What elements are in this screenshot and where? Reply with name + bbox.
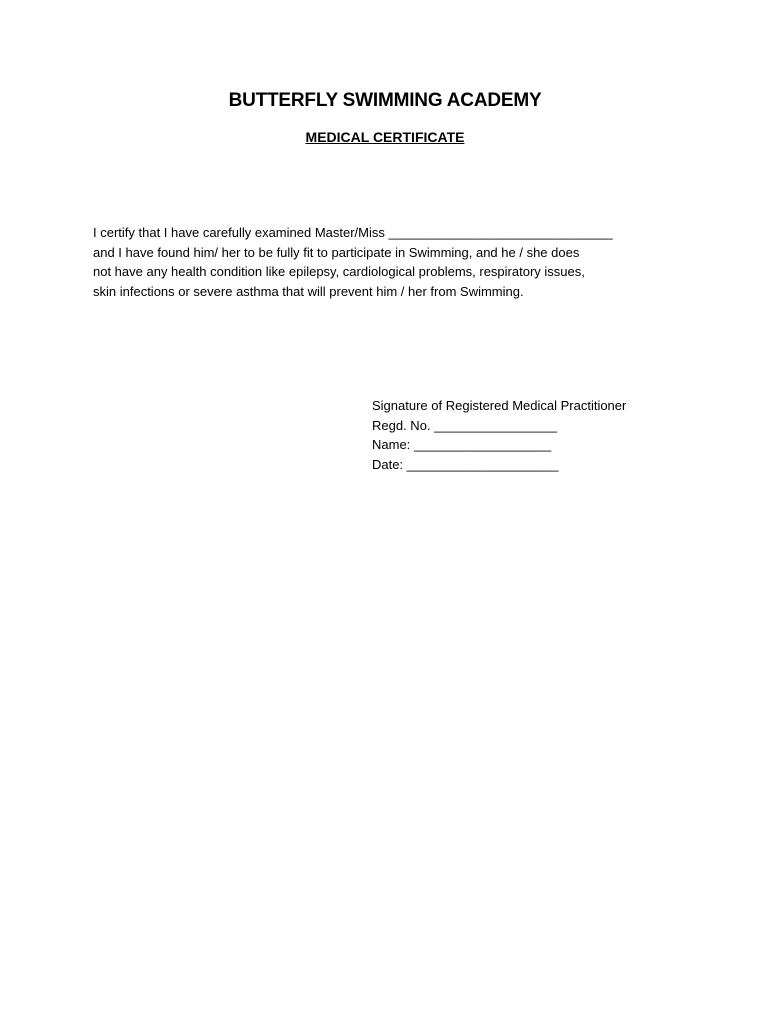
paragraph-line-1: I certify that I have carefully examined Master/Miss _______________________________ [93, 225, 613, 240]
date-field: Date: _____________________ [372, 456, 559, 472]
signature-label: Signature of Registered Medical Practitioner [372, 398, 627, 413]
registration-number-field: Regd. No. _________________ [372, 417, 558, 433]
paragraph-line-2: and I have found him/ her to be fully fit to participate in Swimming, and he / she does [93, 244, 580, 260]
document-title: BUTTERFLY SWIMMING ACADEMY [228, 90, 542, 111]
paragraph-line-3: not have any health condition like epilepsy, cardiological problems, respiratory issues, [93, 264, 585, 279]
document-subtitle: MEDICAL CERTIFICATE [305, 129, 465, 145]
name-field: Name: ___________________ [372, 437, 552, 452]
paragraph-line-4: skin infections or severe asthma that will prevent him / her from Swimming. [93, 283, 524, 299]
signature-block [372, 396, 702, 474]
certification-paragraph [93, 223, 683, 301]
